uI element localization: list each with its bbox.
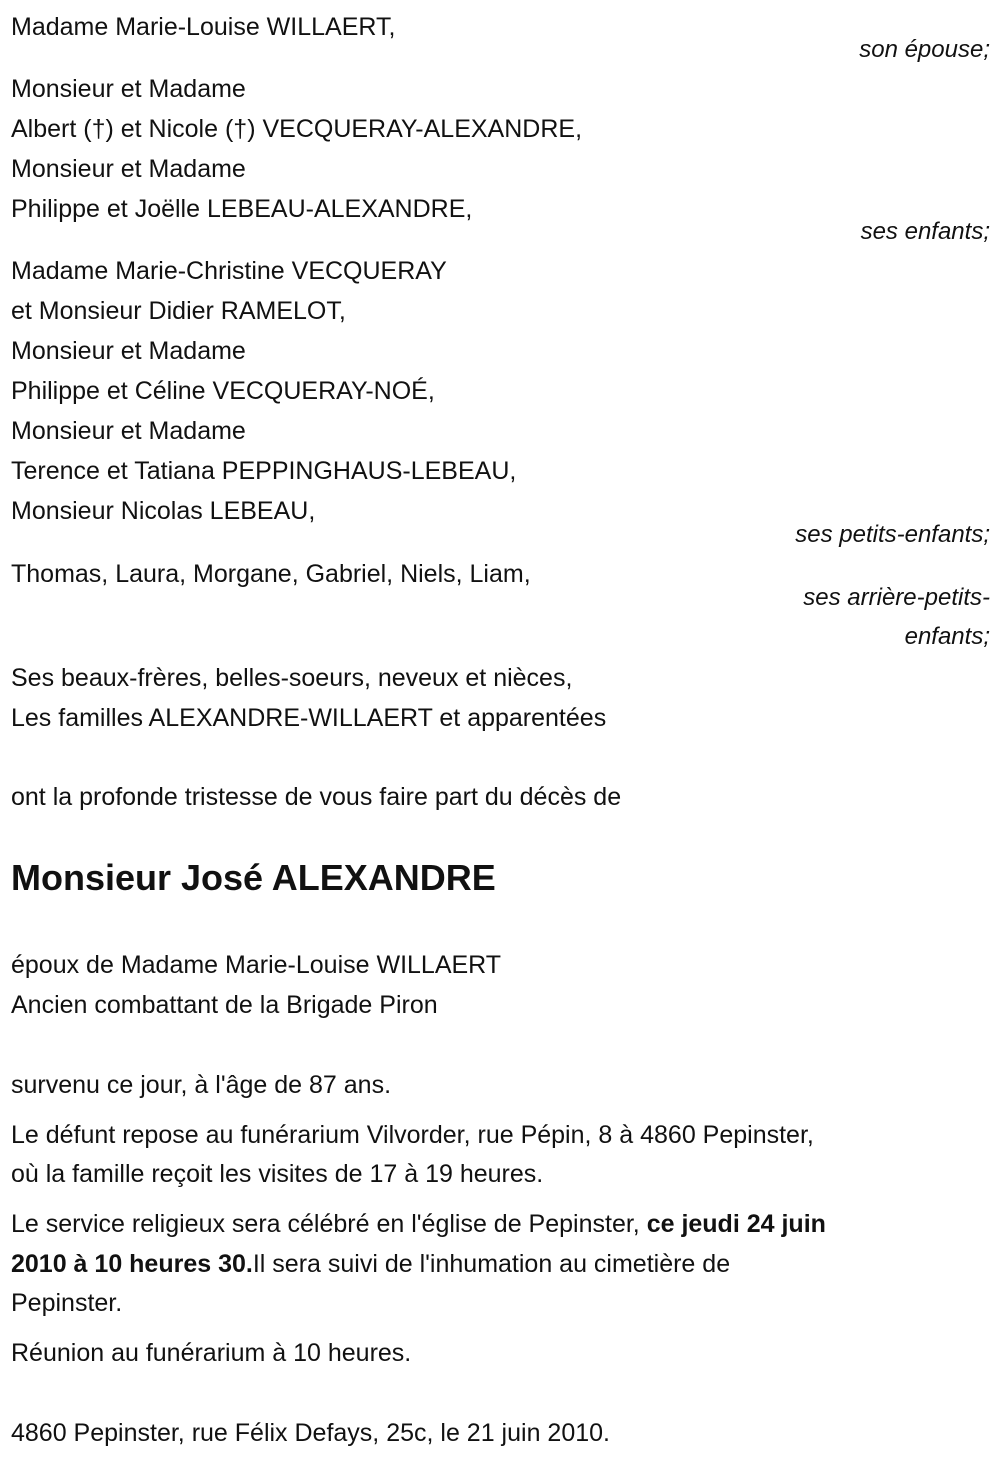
grandchild-line: Madame Marie-Christine VECQUERAY xyxy=(11,257,447,285)
grandchild-line: Terence et Tatiana PEPPINGHAUS-LEBEAU, xyxy=(11,457,517,485)
grandchild-line: Monsieur Nicolas LEBEAU, xyxy=(11,497,316,525)
others-line: Ses beaux-frères, belles-soeurs, neveux et nièces, xyxy=(11,664,573,692)
footer-line: 4860 Pepinster, rue Félix Defays, 25c, le 21 juin 2010. xyxy=(11,1419,610,1447)
grandchild-line: et Monsieur Didier RAMELOT, xyxy=(11,297,346,325)
child-line: Monsieur et Madame xyxy=(11,155,246,183)
service-text: Le service religieux sera célébré en l'église de Pepinster, xyxy=(11,1210,647,1238)
child-line: Monsieur et Madame xyxy=(11,75,246,103)
child-line: Albert (†) et Nicole (†) VECQUERAY-ALEXANDRE, xyxy=(11,115,583,143)
service-line: Pepinster. xyxy=(11,1289,123,1317)
grandchildren-role: ses petits-enfants; xyxy=(795,521,990,548)
great-grandchildren-role: ses arrière-petits- xyxy=(803,584,990,611)
service-line xyxy=(11,1244,730,1284)
deceased-detail: Ancien combattant de la Brigade Piron xyxy=(11,991,438,1019)
spouse-role: son épouse; xyxy=(859,36,990,63)
rest-line: Le défunt repose au funérarium Vilvorder, rue Pépin, 8 à 4860 Pepinster, xyxy=(11,1121,814,1149)
age-line: survenu ce jour, à l'âge de 87 ans. xyxy=(11,1071,392,1099)
announcement: ont la profonde tristesse de vous faire part du décès de xyxy=(11,783,622,811)
great-grandchildren-role: enfants; xyxy=(904,623,990,650)
grandchild-line: Philippe et Céline VECQUERAY-NOÉ, xyxy=(11,377,435,405)
deceased-detail: époux de Madame Marie-Louise WILLAERT xyxy=(11,951,502,979)
grandchild-line: Monsieur et Madame xyxy=(11,417,246,445)
child-line: Philippe et Joëlle LEBEAU-ALEXANDRE, xyxy=(11,195,473,223)
meeting-line: Réunion au funérarium à 10 heures. xyxy=(11,1339,412,1367)
spouse-name: Madame Marie-Louise WILLAERT, xyxy=(11,13,396,41)
children-role: ses enfants; xyxy=(860,218,990,245)
service-line xyxy=(11,1204,826,1244)
service-time: 2010 à 10 heures 30. xyxy=(11,1250,253,1278)
grandchild-line: Monsieur et Madame xyxy=(11,337,246,365)
rest-line: où la famille reçoit les visites de 17 à 19 heures. xyxy=(11,1160,544,1188)
deceased-name: Monsieur José ALEXANDRE xyxy=(11,857,496,898)
great-grandchildren-line: Thomas, Laura, Morgane, Gabriel, Niels, Liam, xyxy=(11,560,531,588)
service-date: ce jeudi 24 juin xyxy=(646,1210,826,1238)
service-text: Il sera suivi de l'inhumation au cimetière de xyxy=(252,1250,731,1278)
others-line: Les familles ALEXANDRE-WILLAERT et apparentées xyxy=(11,704,607,732)
